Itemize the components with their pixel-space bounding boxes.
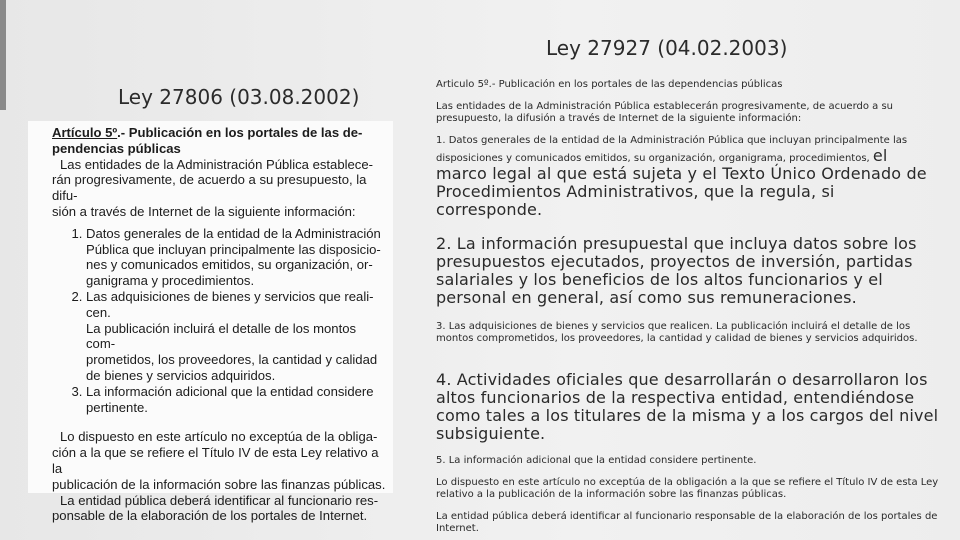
item-4-emphasis: 4. Actividades oficiales que desarrollarán o desarrollaron los altos funcionarios de la respectiva entidad, entendiéndose como tales a los titulares de la misma y a los cargos del nivel subsiguiente. bbox=[436, 370, 939, 443]
scan-heading-cont: pendencias públicas bbox=[52, 140, 181, 156]
title-ley-27806: Ley 27806 (03.08.2002) bbox=[118, 85, 360, 109]
item-3: 3. Las adquisiciones de bienes y servicios que realicen. La publicación incluirá el detalle de los montos comprometidos, los proveedores, la cantidad y calidad de bienes y servicios adquiridos. bbox=[436, 321, 918, 344]
scan-intro-line: Las entidades de la Administración Pública establece- bbox=[60, 156, 373, 172]
closing-paragraph-1: Lo dispuesto en este artículo no exceptúa de la obligación a la que se refiere el Título IV de esta Ley relativo a la publicación de la información sobre las finanzas públicas. bbox=[436, 477, 939, 500]
scan-item-list bbox=[52, 226, 387, 416]
scan-article-number: Artículo 5º bbox=[52, 125, 118, 140]
scan-closing-line: ponsable de la elaboración de los portales de Internet. bbox=[52, 508, 368, 524]
scan-closing-line: Lo dispuesto en este artículo no exceptúa de la obliga- bbox=[60, 429, 378, 445]
scan-heading bbox=[52, 125, 387, 141]
item-2-emphasis: 2. La información presupuestal que incluya datos sobre los presupuestos ejecutados, proyectos de inversión, partidas salariales y los beneficios de los altos funcionarios y el personal en general, así como sus remuneraciones. bbox=[436, 234, 917, 307]
scanned-law-excerpt bbox=[28, 121, 393, 524]
scan-item-1: 1. Datos generales de la entidad de la Administración Pública que incluyan principalmente las disposicio- nes y comunicados emitidos, su organización, or- ganigrama y procedimientos. bbox=[86, 226, 387, 289]
scan-item-3: 3. La información adicional que la entidad considere pertinente. bbox=[86, 384, 387, 416]
title-ley-27927: Ley 27927 (04.02.2003) bbox=[546, 36, 788, 60]
scan-closing-line: publicación de la información sobre las finanzas públicas. bbox=[52, 476, 386, 492]
scan-intro-line: rán progresivamente, de acuerdo a su presupuesto, la difu- bbox=[52, 172, 367, 204]
scan-intro-line: sión a través de Internet de la siguiente información: bbox=[52, 203, 356, 219]
scan-item-2: 2. Las adquisiciones de bienes y servicios que reali- cen. La publicación incluirá el detalle de los montos com- prometidos, los proveedores, la cantidad y calidad de bienes y servicios adquiridos. bbox=[86, 289, 387, 384]
item-1-small: 1. Datos generales de la entidad de la Administración Pública que incluyan principalmente las disposiciones y comunicados emitidos, su organización, organigrama, procedimientos, bbox=[436, 135, 908, 164]
scan-closing-line: ción a la que se refiere el Título IV de esta Ley relativo a la bbox=[52, 445, 379, 476]
item-1 bbox=[436, 135, 941, 219]
accent-bar bbox=[0, 0, 6, 110]
scan-heading-rest: .- Publicación en los portales de las de- bbox=[117, 125, 363, 140]
scan-closing-line: La entidad pública deberá identificar al funcionario res- bbox=[60, 492, 379, 508]
closing-paragraph-2: La entidad pública deberá identificar al funcionario responsable de la elaboración de los portales de Internet. bbox=[436, 511, 938, 534]
article-heading: Articulo 5º.- Publicación en los portales de las dependencias públicas bbox=[436, 79, 783, 90]
item-5: 5. La información adicional que la entidad considere pertinente. bbox=[436, 455, 757, 466]
article-intro: Las entidades de la Administración Pública establecerán progresivamente, de acuerdo a su presupuesto, la difusión a través de Internet de la siguiente información: bbox=[436, 101, 894, 124]
item-1-emphasis: el marco legal al que está sujeta y el Texto Único Ordenado de Procedimientos Administrativos, que la regula, si corresponde. bbox=[436, 146, 927, 219]
